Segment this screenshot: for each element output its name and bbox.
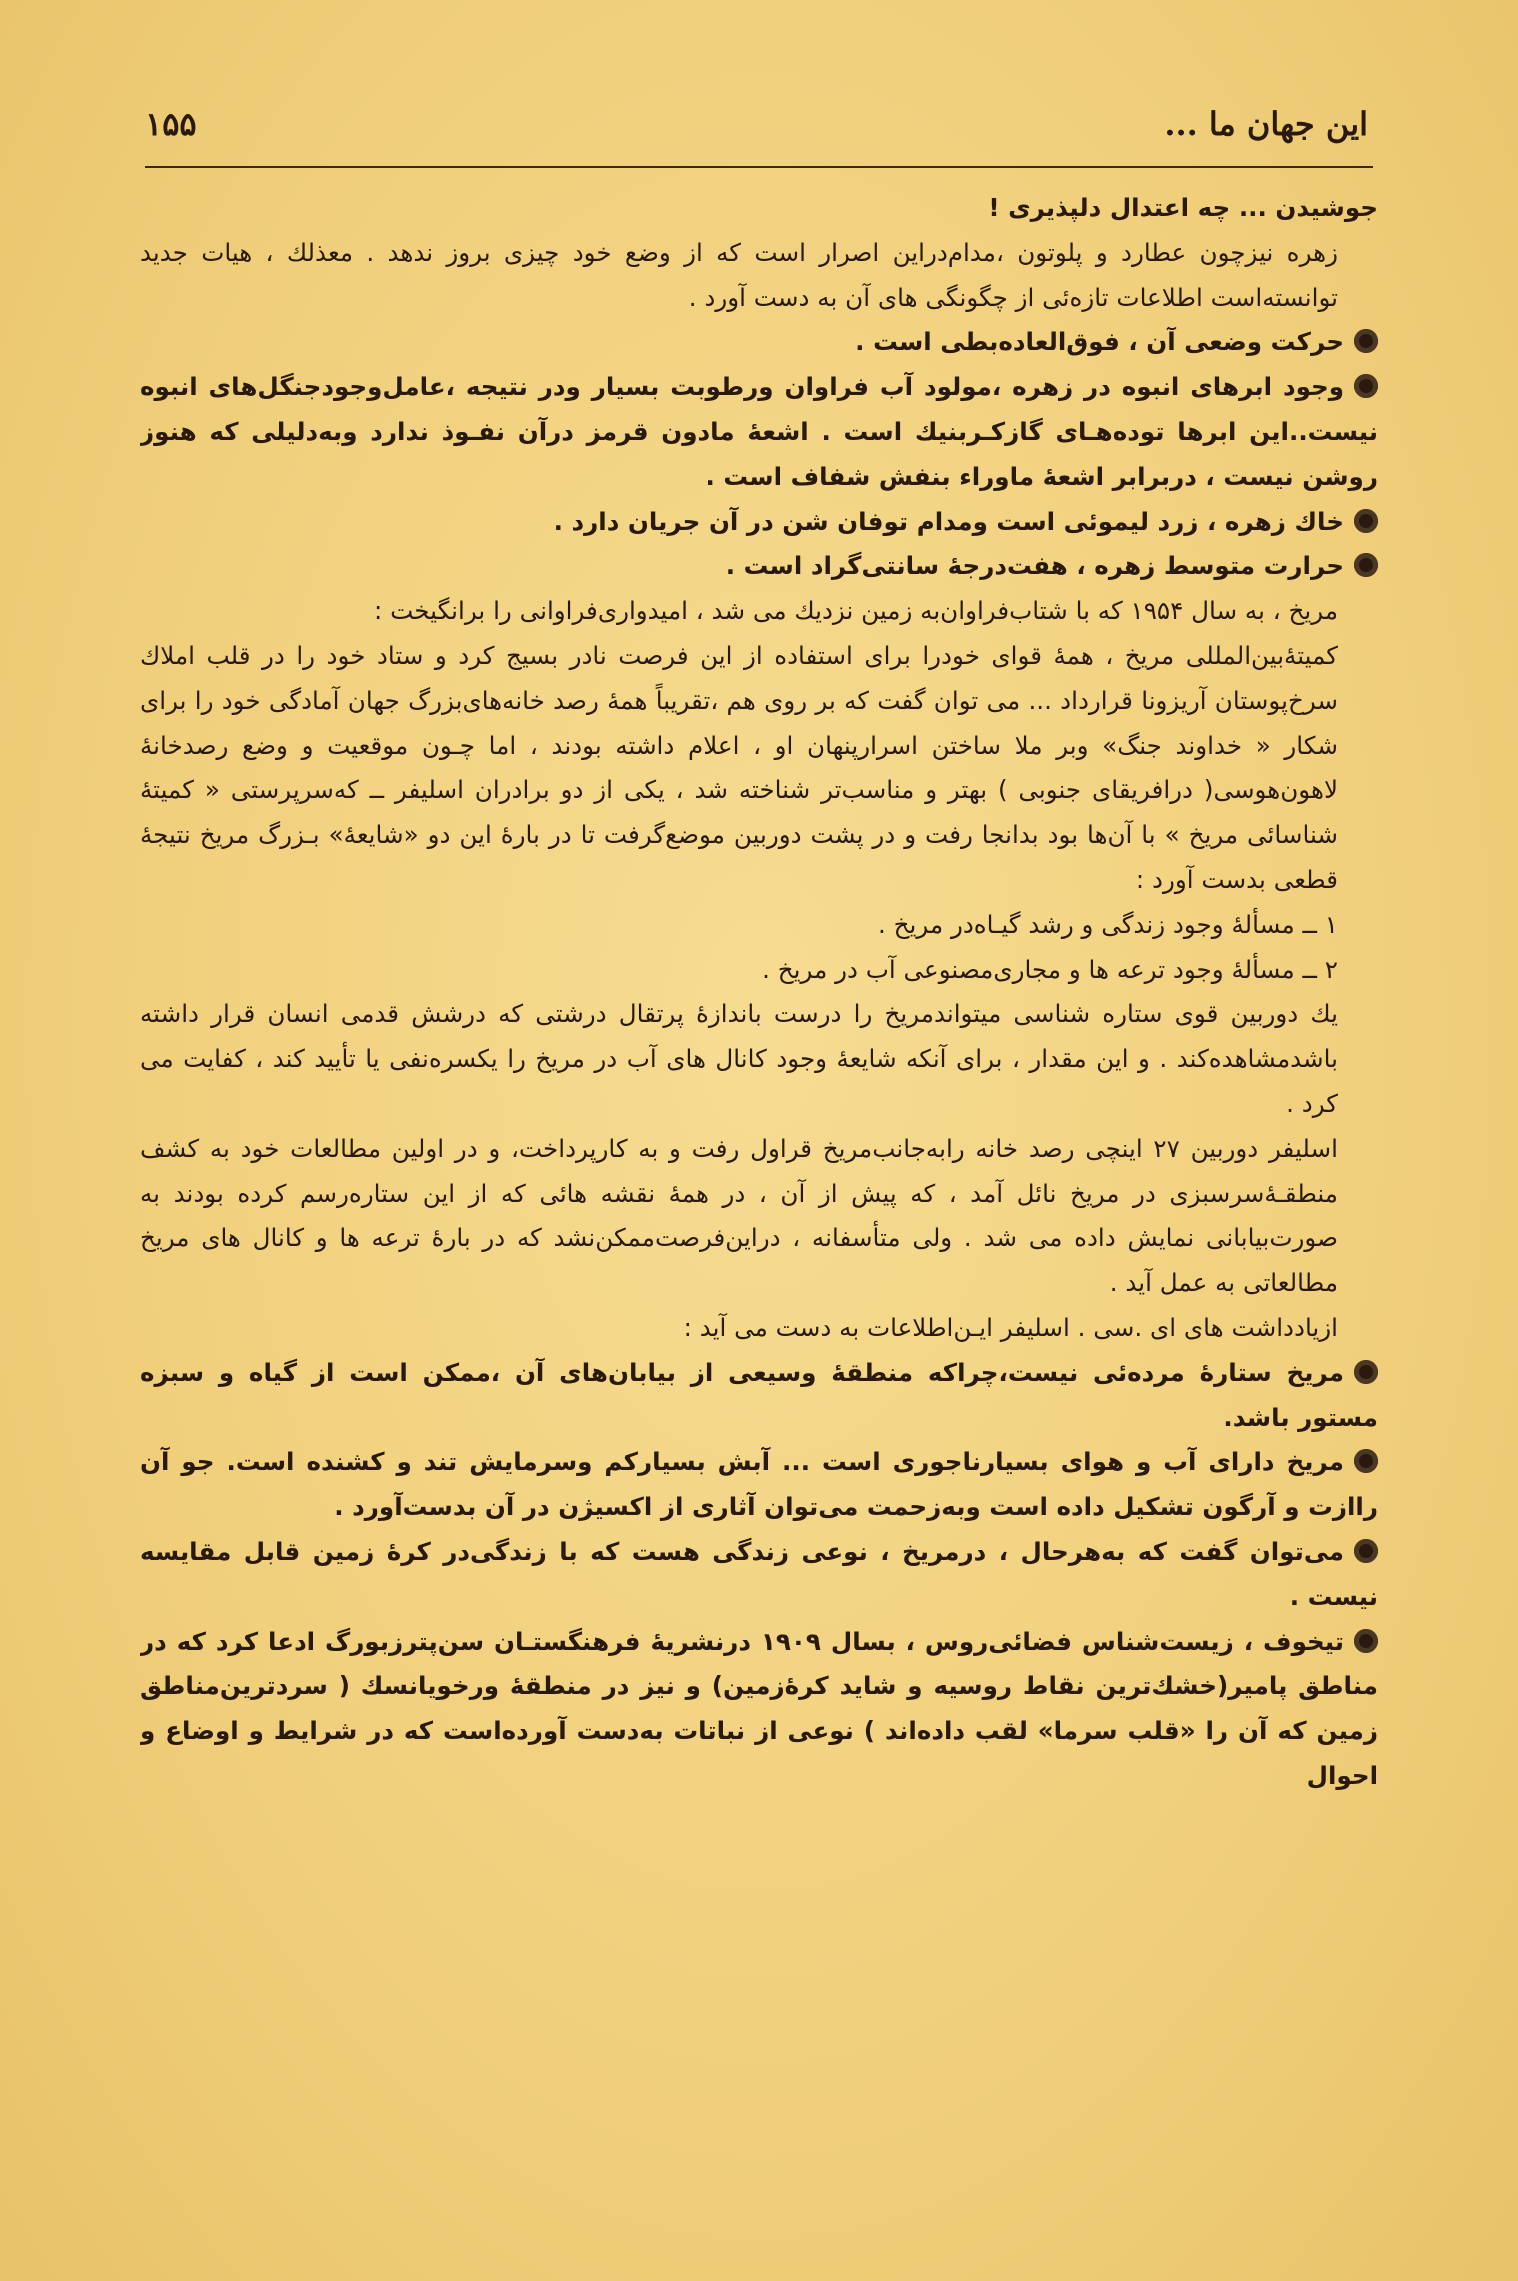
page-number: ۱۵۵ [145, 105, 197, 143]
paragraph [140, 320, 1378, 365]
paragraph-text: زهره نیزچون عطارد و پلوتون ،مدام‌دراین اصرار است که از وضع خود چیزی بروز ندهد . معذلك ، هیات جدید توانسته‌است اطلاعات تازه‌ئی از چگونگی های آن به دست آورد . [140, 237, 1338, 312]
paragraph [140, 1620, 1378, 1799]
header-title: این جهان ما ... [1164, 105, 1368, 143]
paragraph-text: تیخوف ، زیست‌شناس فضائی‌روس ، بسال ۱۹۰۹ درنشریهٔ فرهنگستـان سن‌پترزبورگ ادعا کرد که در مناطق پامیر(خشك‌ترین نقاط روسیه و شاید کرهٔ‌زمین) و نیز در منطقهٔ ورخویانسك ( سردترین‌مناطق زمین که آن را «قلب سرما» لقب داده‌اند ) نوعی از نباتات به‌دست آورده‌است که در شرایط و اوضاع و احوال [140, 1626, 1378, 1790]
bullet-icon [1354, 329, 1378, 353]
paragraph-text: حرکت وضعی آن ، فوق‌العاده‌بطی است . [855, 327, 1344, 357]
paragraph-text: یك دوربین قوی ستاره شناسی میتواندمریخ را درست باندازهٔ پرتقال درشتی که درشش قدمی انسان قرار داشته باشدمشاهده‌کند . و این مقدار ، برای آنکه شایعهٔ وجود کانال های آب در مریخ را یکسره‌نفی یا تأیید کند ، کفایت می کرد . [140, 999, 1338, 1118]
body-text [140, 186, 1378, 2221]
paragraph-text: خاك زهره ، زرد لیموئی است ومدام توفان شن در آن جریان دارد . [553, 506, 1344, 536]
paragraph [140, 231, 1378, 321]
paragraph-text: وجود ابرهای انبوه در زهره ،مولود آب فراوان ورطوبت بسیار ودر نتیجه ،عامل‌وجودجنگل‌های انبوه نیست..این ابرها توده‌هـای گازکـربنیك است . اشعهٔ مادون قرمز درآن نفـوذ ندارد وبه‌دلیلی که هنوز روشن نیست ، دربرابر اشعهٔ ماوراء بنفش شفاف است . [140, 372, 1378, 491]
running-head [145, 92, 1368, 156]
bullet-icon [1354, 553, 1378, 577]
paragraph [140, 992, 1378, 1126]
header-rule [145, 166, 1373, 168]
paragraph [140, 1530, 1378, 1620]
paragraph-text: ازیادداشت های ای .سی . اسلیفر ایـن‌اطلاعات به دست می آید : [683, 1312, 1338, 1342]
paragraph-text: جوشیدن ... چه اعتدال دلپذیری ! [988, 193, 1378, 222]
bullet-icon [1354, 1629, 1378, 1653]
paragraph [140, 1306, 1378, 1351]
paragraph [140, 1440, 1378, 1530]
paragraph [140, 903, 1378, 948]
bullet-icon [1354, 1360, 1378, 1384]
bullet-icon [1354, 509, 1378, 533]
paragraph [140, 365, 1378, 499]
bullet-icon [1354, 1449, 1378, 1473]
paragraph-text: می‌توان گفت که به‌هرحال ، درمریخ ، نوعی زندگی هست که با زندگی‌در کرهٔ زمین قابل مقایسه نیست . [140, 1536, 1378, 1611]
paragraph-text: مریخ ستارهٔ مرده‌ئی نیست،چراکه منطقهٔ وسیعی از بیابان‌های آن ،ممکن است از گیاه و سبزه مستور باشد. [140, 1357, 1378, 1432]
paragraph [140, 186, 1378, 231]
bullet-icon [1354, 1539, 1378, 1563]
paragraph [140, 634, 1378, 903]
paragraph-text: اسلیفر دوربین ۲۷ اینچی رصد خانه رابه‌جانب‌مریخ قراول رفت و به کارپرداخت، و در اولین مطالعات خود به کشف منطقـهٔ‌سرسبزی در مریخ نائل آمد ، که پیش از آن ، در همهٔ نقشه هائی که از این ستاره‌رسم کرده بودند به صورت‌بیابانی نمایش داده می شد . ولی متأسفانه ، دراین‌فرصت‌ممکن‌نشد که در بارهٔ ترعه ها و کانال های مریخ مطالعاتی به عمل آید . [140, 1133, 1338, 1298]
paragraph [140, 1127, 1378, 1306]
paragraph [140, 948, 1378, 993]
paragraph-text: ۲ ــ مسألهٔ وجود ترعه ها و مجاری‌مصنوعی آب در مریخ . [762, 954, 1338, 984]
paragraph [140, 1351, 1378, 1441]
paragraph [140, 500, 1378, 545]
paragraph-text: مریخ دارای آب و هوای بسیارناجوری است ... آبش بسیارکم وسرمایش تند و کشنده است. جو آن راازت و آرگون تشکیل داده است وبه‌زحمت می‌توان آثاری از اکسیژن در آن بدست‌آورد . [140, 1447, 1378, 1522]
paragraph-text: حرارت متوسط زهره ، هفت‌درجهٔ سانتی‌گراد است . [725, 551, 1344, 581]
paragraph-text: ۱ ــ مسألهٔ وجود زندگی و رشد گیـاه‌در مریخ . [878, 909, 1338, 939]
bullet-icon [1354, 374, 1378, 398]
paragraph [140, 589, 1378, 634]
paragraph-text: مریخ ، به سال ۱۹۵۴ که با شتاب‌فراوان‌به زمین نزدیك می شد ، امیدواری‌فراوانی را برانگیخت : [374, 596, 1338, 626]
paragraph-text: کمیتهٔ‌بین‌المللی مریخ ، همهٔ قوای خودرا برای استفاده از این فرصت نادر بسیج کرد و ستاد خود را در قلب املاك سرخ‌پوستان آریزونا قرارداد ... می توان گفت که بر روی هم ،تقریباً همهٔ رصد خانه‌های‌بزرگ جهان آمادگی خود را برای شکار « خداوند جنگ» وبر ملا ساختن اسرارپنهان او ، اعلام داشته بودند ، اما چـون موقعیت و وضع رصدخانهٔ لاهون‌هوسی( درافریقای جنوبی ) بهتر و مناسب‌تر شناخته شد ، یکی از دو برادران اسلیفر ــ که‌سرپرستی « کمیتهٔ شناسائی مریخ » با آن‌ها بود بدانجا رفت و در پشت دوربین موضع‌گرفت تا در بارهٔ این دو «شایعهٔ» بـزرگ مریخ نتیجهٔ قطعی بدست آورد : [140, 640, 1338, 894]
paragraph [140, 544, 1378, 589]
